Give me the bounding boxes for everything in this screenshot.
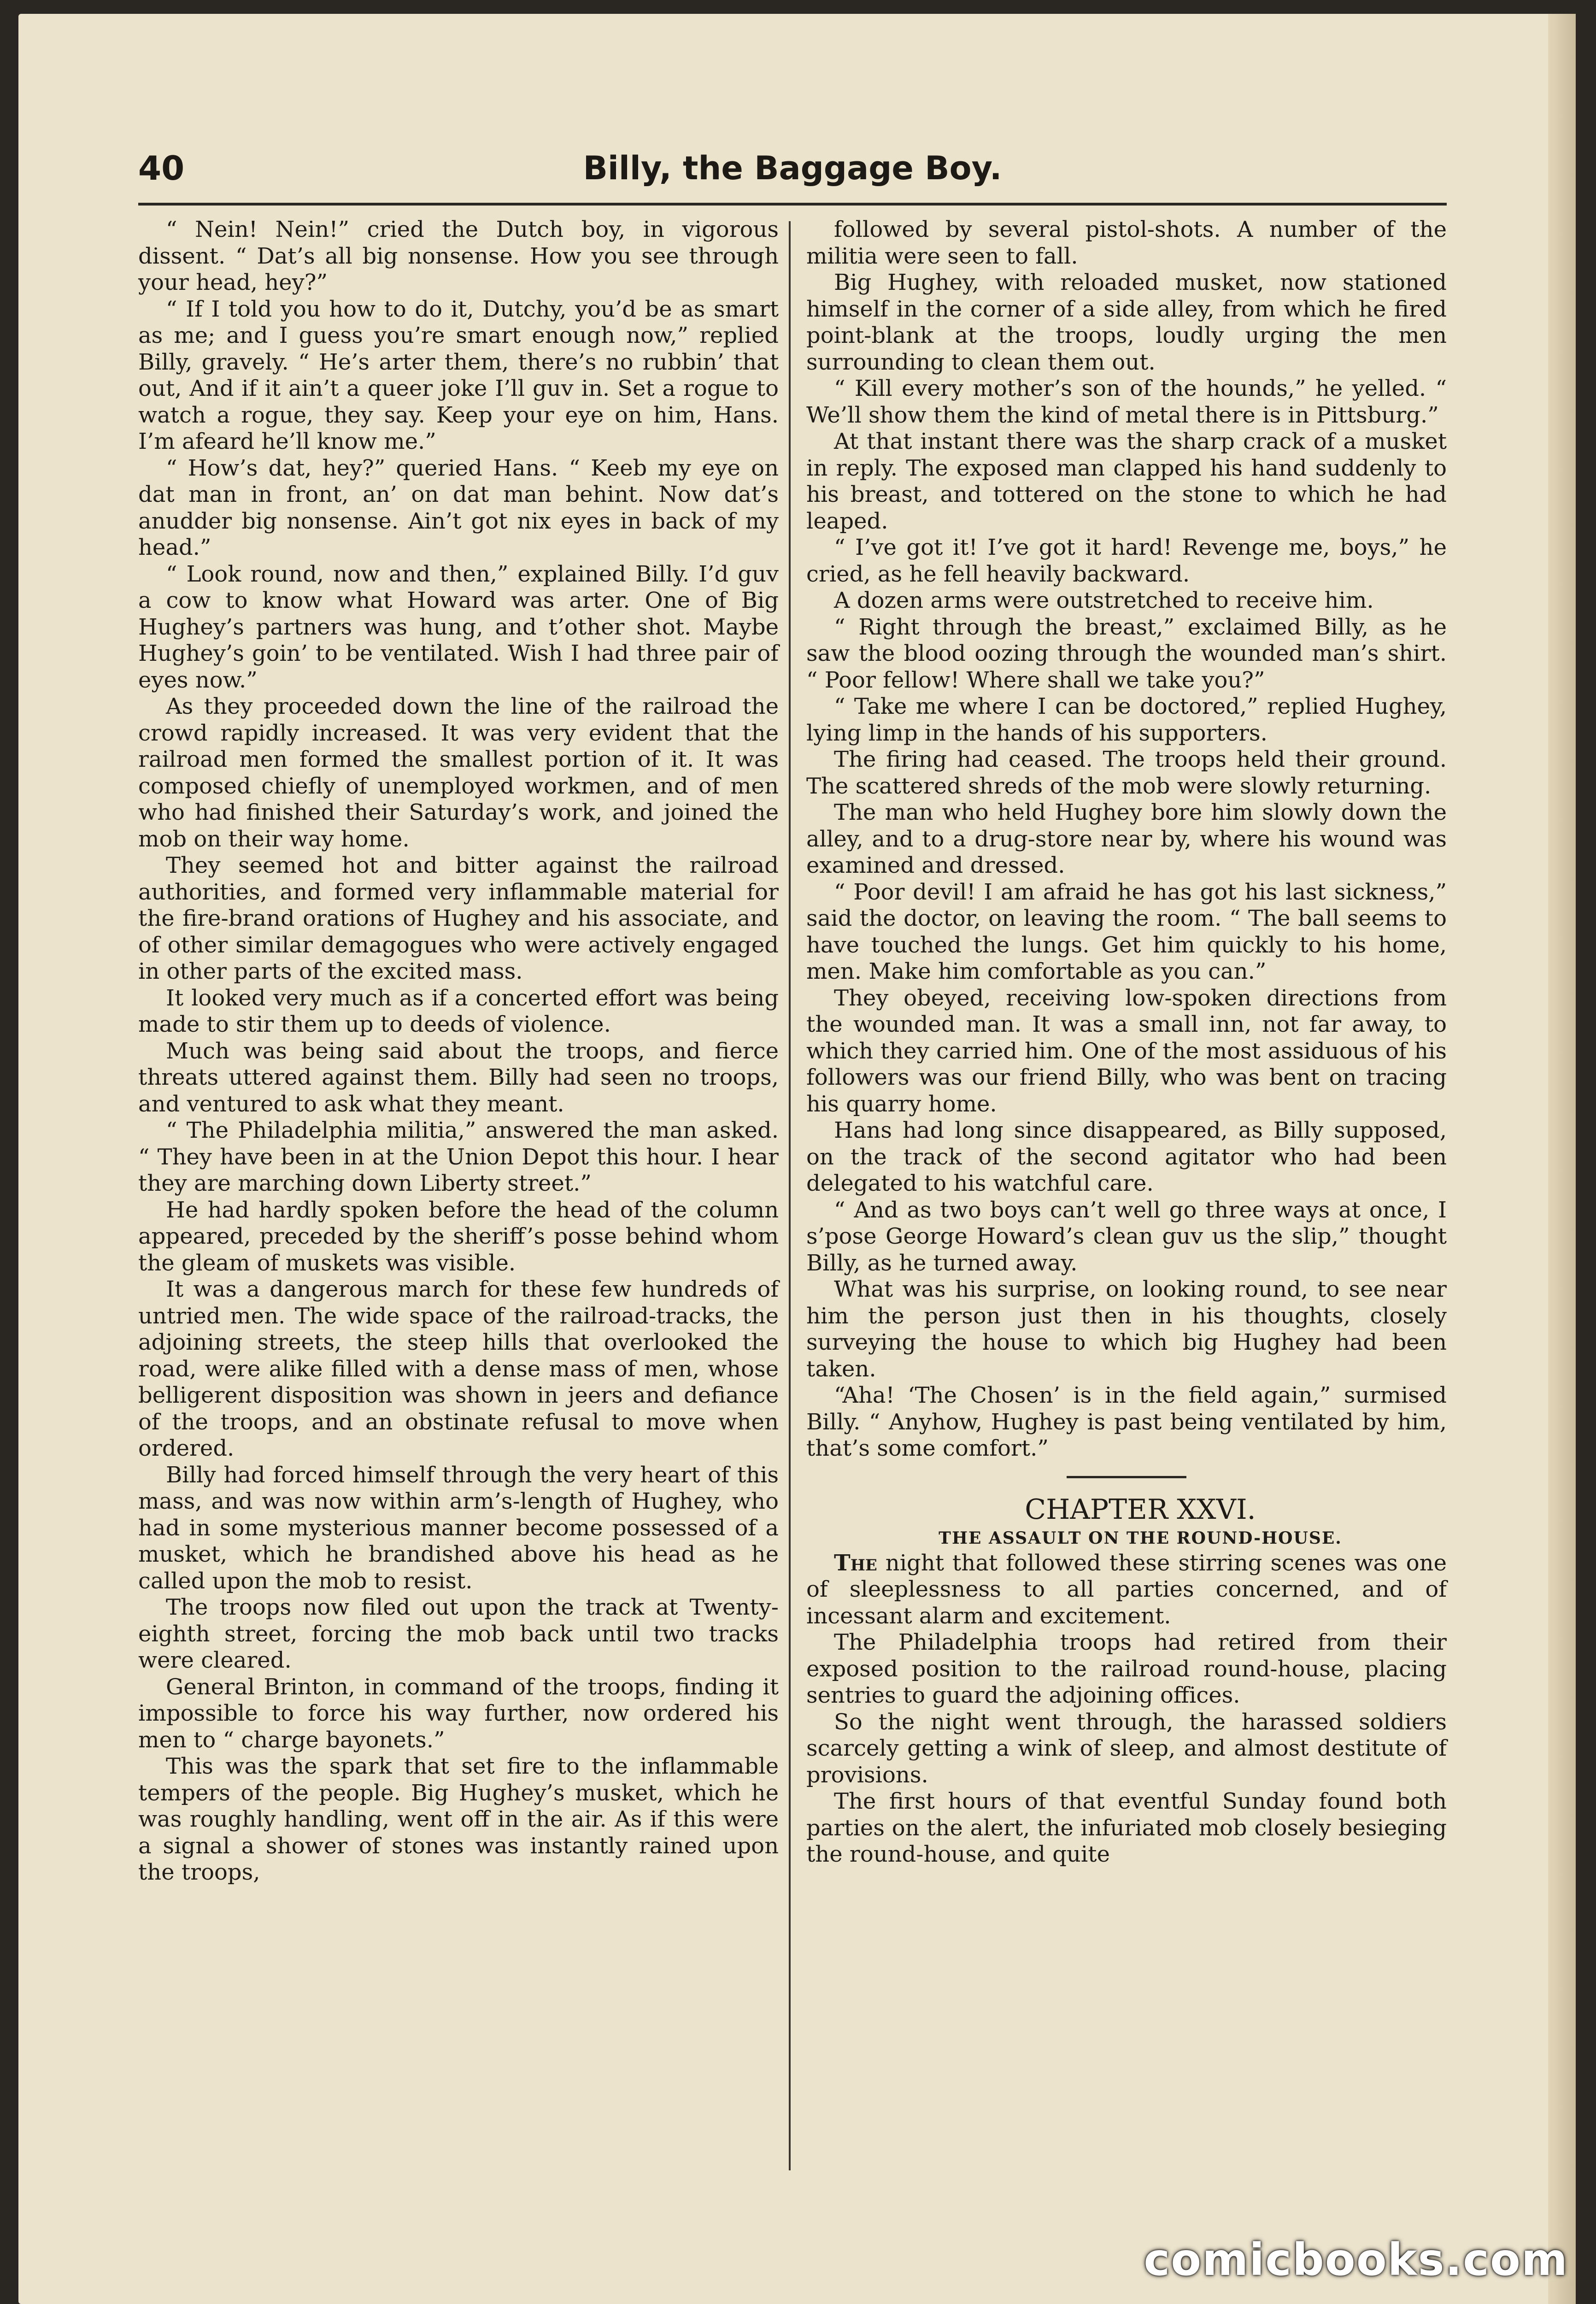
paragraph: The first hours of that eventful Sunday found both parties on the alert, the infuriated mob closely besieging the round-house, and quite [806, 1788, 1447, 1867]
paragraph: “ Look round, now and then,” explained Billy. I’d guv a cow to know what Howard was arter. One of Big Hughey’s partners was hung, and t’other shot. Maybe Hughey’s goin’ to be ventilated. Wish I had three pair of eyes now.” [138, 561, 779, 693]
paragraph: “ And as two boys can’t well go three ways at once, I s’pose George Howard’s clean guv us the slip,” thought Billy, as he turned away. [806, 1197, 1447, 1276]
paragraph: This was the spark that set fire to the inflammable tempers of the people. Big Hughey’s musket, which he was roughly handling, went off in the air. As if this were a signal a shower of stones was instantly rained upon the troops, [138, 1753, 779, 1885]
paragraph: “ The Philadelphia militia,” answered the man asked. “ They have been in at the Union Depot this hour. I hear they are marching down Liberty street.” [138, 1117, 779, 1196]
paragraph: The troops now filed out upon the track at Twenty-eighth street, forcing the mob back until two tracks were cleared. [138, 1594, 779, 1673]
watermark: comicbooks.com [1144, 2234, 1568, 2286]
paragraph: A dozen arms were outstretched to receive him. [834, 588, 1374, 613]
paragraph: They seemed hot and bitter against the railroad authorities, and formed very inflammable material for the fire-brand orations of Hughey and his associate, and of other similar demagogues who were actively engaged in other parts of the excited mass. [138, 852, 779, 984]
paragraph: “ I’ve got it! I’ve got it hard! Revenge me, boys,” he cried, as he fell heavily backward. [806, 535, 1447, 587]
paragraph: General Brinton, in command of the troops, finding it impossible to force his way further, now ordered his men to “ charge bayonets.” [138, 1674, 779, 1753]
paragraph: It was a dangerous march for these few hundreds of untried men. The wide space of the railroad-tracks, the adjoining streets, the steep hills that overlooked the road, were alike filled with a dense mass of men, whose belligerent disposition was shown in jeers and defiance of the troops, and an obstinate refusal to move when ordered. [138, 1276, 779, 1461]
paragraph: He had hardly spoken before the head of the column appeared, preceded by the sheriff’s posse behind whom the gleam of muskets was visible. [138, 1197, 779, 1276]
paragraph: The firing had ceased. The troops held their ground. The scattered shreds of the mob were slowly returning. [806, 746, 1447, 799]
paragraph: What was his surprise, on looking round, to see near him the person just then in his thoughts, closely surveying the house to which big Hughey had been taken. [806, 1276, 1447, 1382]
paragraph: Hans had long since disappeared, as Billy supposed, on the track of the second agitator who had been delegated to his watchful care. [806, 1117, 1447, 1196]
paragraph: “Aha! ‘The Chosen’ is in the field again,” surmised Billy. “ Anyhow, Hughey is past being ventilated by him, that’s some comfort.” [806, 1382, 1447, 1461]
page-edge [1548, 14, 1576, 2304]
paragraph: “ How’s dat, hey?” queried Hans. “ Keeb my eye on dat man in front, an’ on dat man behint. Now dat’s anudder big nonsense. Ain’t got nix eyes in back of my head.” [138, 455, 779, 560]
left-column [138, 217, 779, 1886]
first-paragraph-text: night that followed these stirring scenes was one of sleeplessness to all parties concerned, and of incessant alarm and excitement. [806, 1550, 1447, 1629]
paragraph: So the night went through, the harassed soldiers scarcely getting a wink of sleep, and almost destitute of provisions. [806, 1709, 1447, 1788]
paragraph: The Philadelphia troops had retired from their exposed position to the railroad round-house, placing sentries to guard the adjoining offices. [806, 1629, 1447, 1708]
paragraph: Billy had forced himself through the very heart of this mass, and was now within arm’s-length of Hughey, who had in some mysterious manner become possessed of a musket, which he brandished above his head as he called upon the mob to resist. [138, 1462, 779, 1594]
column-divider [789, 221, 791, 2170]
paragraph: “ Kill every mother’s son of the hounds,” he yelled. “ We’ll show them the kind of metal there is in Pittsburg.” [806, 376, 1447, 428]
paragraph: At that instant there was the sharp crack of a musket in reply. The exposed man clapped his hand suddenly to his breast, and tottered on the stone to which he had leaped. [806, 429, 1447, 534]
paragraph: The man who held Hughey bore him slowly down the alley, and to a drug-store near by, where his wound was examined and dressed. [806, 799, 1447, 878]
chapter-subtitle: THE ASSAULT ON THE ROUND-HOUSE. [939, 1528, 1342, 1548]
paragraph: They obeyed, receiving low-spoken directions from the wounded man. It was a small inn, not far away, to which they carried him. One of the most assiduous of his followers was our friend Billy, who was bent on tracing his quarry home. [806, 985, 1447, 1117]
chapter-rule [1067, 1476, 1186, 1478]
paragraph: “ Right through the breast,” exclaimed Billy, as he saw the blood oozing through the wounded man’s shirt. “ Poor fellow! Where shall we take you?” [806, 614, 1447, 693]
running-title: Billy, the Baggage Boy. [583, 149, 1002, 187]
paragraph: “ Poor devil! I am afraid he has got his last sickness,” said the doctor, on leaving the room. “ The ball seems to have touched the lungs. Get him quickly to his home, men. Make him comfortable as you can.” [806, 879, 1447, 984]
page-header [138, 143, 1447, 194]
paragraph: Big Hughey, with reloaded musket, now stationed himself in the corner of a side alley, from which he fired point-blank at the troops, loudly urging the men surrounding to clean them out. [806, 270, 1447, 375]
chapter-heading: CHAPTER XXVI. [1025, 1493, 1256, 1526]
lead-word: The [834, 1550, 877, 1576]
paragraph: “ Nein! Nein!” cried the Dutch boy, in vigorous dissent. “ Dat’s all big nonsense. How you see through your head, hey?” [138, 217, 779, 295]
page-number: 40 [138, 149, 185, 188]
right-column [806, 217, 1447, 1868]
paragraph: Much was being said about the troops, and fierce threats uttered against them. Billy had seen no troops, and ventured to ask what they meant. [138, 1038, 779, 1117]
paragraph: It looked very much as if a concerted effort was being made to stir them up to deeds of violence. [138, 985, 779, 1037]
paragraph: As they proceeded down the line of the railroad the crowd rapidly increased. It was very evident that the railroad men formed the smallest portion of it. It was composed chiefly of unemployed workmen, and of men who had finished their Saturday’s work, and joined the mob on their way home. [138, 694, 779, 852]
paragraph: followed by several pistol-shots. A number of the militia were seen to fall. [806, 217, 1447, 269]
header-rule [138, 203, 1447, 206]
paragraph: “ Take me where I can be doctored,” replied Hughey, lying limp in the hands of his supporters. [806, 694, 1447, 746]
paragraph: “ If I told you how to do it, Dutchy, you’d be as smart as me; and I guess you’re smart enough now,” replied Billy, gravely. “ He’s arter them, there’s no rubbin’ that out, And if it ain’t a queer joke I’ll guv in. Set a rogue to watch a rogue, they say. Keep your eye on him, Hans. I’m afeard he’ll know me.” [138, 296, 779, 454]
chapter-first-paragraph [806, 1550, 1447, 1630]
